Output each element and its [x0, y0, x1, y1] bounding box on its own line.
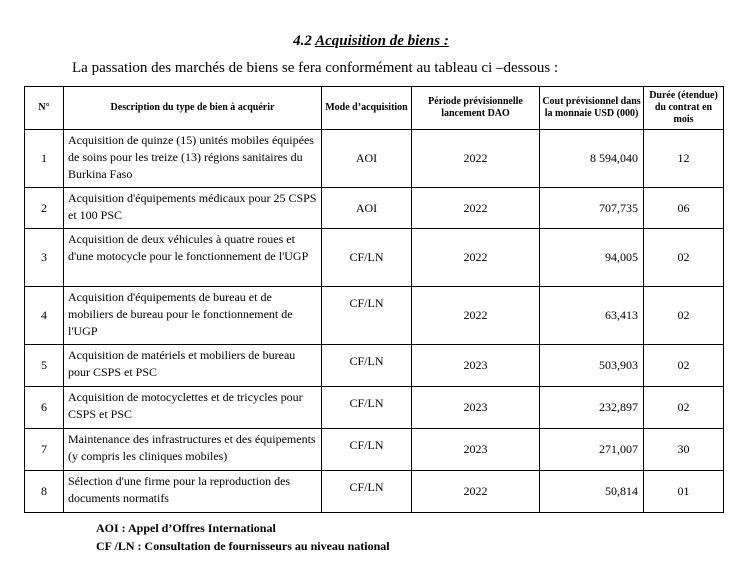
cell-no: 5 — [25, 345, 64, 387]
legend-aoi: AOI : Appel d’Offres International — [96, 521, 276, 535]
table-row — [25, 345, 724, 387]
header-cout: Cout prévisionnel dans la monnaie USD (000) — [540, 87, 644, 130]
cell-description: Acquisition de motocyclettes et de tricycles pour CSPS et PSC — [64, 387, 322, 429]
cell-periode: 2022 — [412, 188, 540, 229]
cell-cout: 707,735 — [540, 188, 644, 229]
acquisition-table — [24, 86, 724, 513]
cell-no: 4 — [25, 287, 64, 345]
table-row — [25, 188, 724, 229]
cell-no: 6 — [25, 387, 64, 429]
section-title: Acquisition de biens : — [315, 33, 449, 49]
header-mode: Mode d’acquisition — [322, 87, 412, 130]
cell-periode: 2022 — [412, 229, 540, 287]
section-heading — [0, 33, 742, 50]
cell-cout: 63,413 — [540, 287, 644, 345]
cell-periode: 2023 — [412, 345, 540, 387]
cell-mode: CF/LN — [322, 229, 412, 287]
header-description: Description du type de bien à acquérir — [64, 87, 322, 130]
header-periode: Période prévisionnelle lancement DAO — [412, 87, 540, 130]
cell-duree: 12 — [644, 130, 724, 188]
cell-periode: 2023 — [412, 387, 540, 429]
legend-cfln: CF /LN : Consultation de fournisseurs au niveau national — [96, 539, 390, 553]
cell-mode: CF/LN — [322, 345, 412, 387]
cell-description: Acquisition de quinze (15) unités mobiles équipées de soins pour les treize (13) régions sanitaires du Burkina Faso — [64, 130, 322, 188]
table-header-row — [25, 87, 724, 130]
cell-cout: 232,897 — [540, 387, 644, 429]
cell-duree: 02 — [644, 229, 724, 287]
cell-description: Maintenance des infrastructures et des équipements (y compris les cliniques mobiles) — [64, 429, 322, 471]
cell-no: 2 — [25, 188, 64, 229]
cell-mode: AOI — [322, 188, 412, 229]
cell-description: Acquisition de matériels et mobiliers de bureau pour CSPS et PSC — [64, 345, 322, 387]
cell-no: 8 — [25, 471, 64, 513]
cell-no: 7 — [25, 429, 64, 471]
section-number: 4.2 — [293, 33, 312, 49]
cell-mode: AOI — [322, 130, 412, 188]
cell-periode: 2022 — [412, 287, 540, 345]
cell-mode: CF/LN — [322, 471, 412, 513]
table-row — [25, 471, 724, 513]
cell-cout: 8 594,040 — [540, 130, 644, 188]
table-row — [25, 287, 724, 345]
intro-text: La passation des marchés de biens se fera conformément au tableau ci –dessous : — [72, 60, 559, 76]
cell-periode: 2022 — [412, 471, 540, 513]
cell-no: 1 — [25, 130, 64, 188]
cell-cout: 271,007 — [540, 429, 644, 471]
cell-periode: 2022 — [412, 130, 540, 188]
cell-cout: 94,005 — [540, 229, 644, 287]
cell-duree: 02 — [644, 287, 724, 345]
cell-duree: 01 — [644, 471, 724, 513]
table-row — [25, 229, 724, 287]
table-row — [25, 387, 724, 429]
cell-cout: 50,814 — [540, 471, 644, 513]
cell-duree: 06 — [644, 188, 724, 229]
cell-description: Acquisition d'équipements médicaux pour 25 CSPS et 100 PSC — [64, 188, 322, 229]
header-duree: Durée (étendue) du contrat en mois — [644, 87, 724, 130]
cell-mode: CF/LN — [322, 287, 412, 345]
table-row — [25, 429, 724, 471]
cell-description: Acquisition de deux véhicules à quatre roues et d'une motocycle pour le fonctionnement de l'UGP — [64, 229, 322, 287]
cell-cout: 503,903 — [540, 345, 644, 387]
cell-duree: 30 — [644, 429, 724, 471]
cell-mode: CF/LN — [322, 429, 412, 471]
cell-mode: CF/LN — [322, 387, 412, 429]
header-no: N° — [25, 87, 64, 130]
cell-description: Acquisition d'équipements de bureau et de mobiliers de bureau pour le fonctionnement de l'UGP — [64, 287, 322, 345]
cell-duree: 02 — [644, 345, 724, 387]
cell-description: Sélection d'une firme pour la reproduction des documents normatifs — [64, 471, 322, 513]
cell-periode: 2023 — [412, 429, 540, 471]
table-row — [25, 130, 724, 188]
cell-no: 3 — [25, 229, 64, 287]
cell-duree: 02 — [644, 387, 724, 429]
